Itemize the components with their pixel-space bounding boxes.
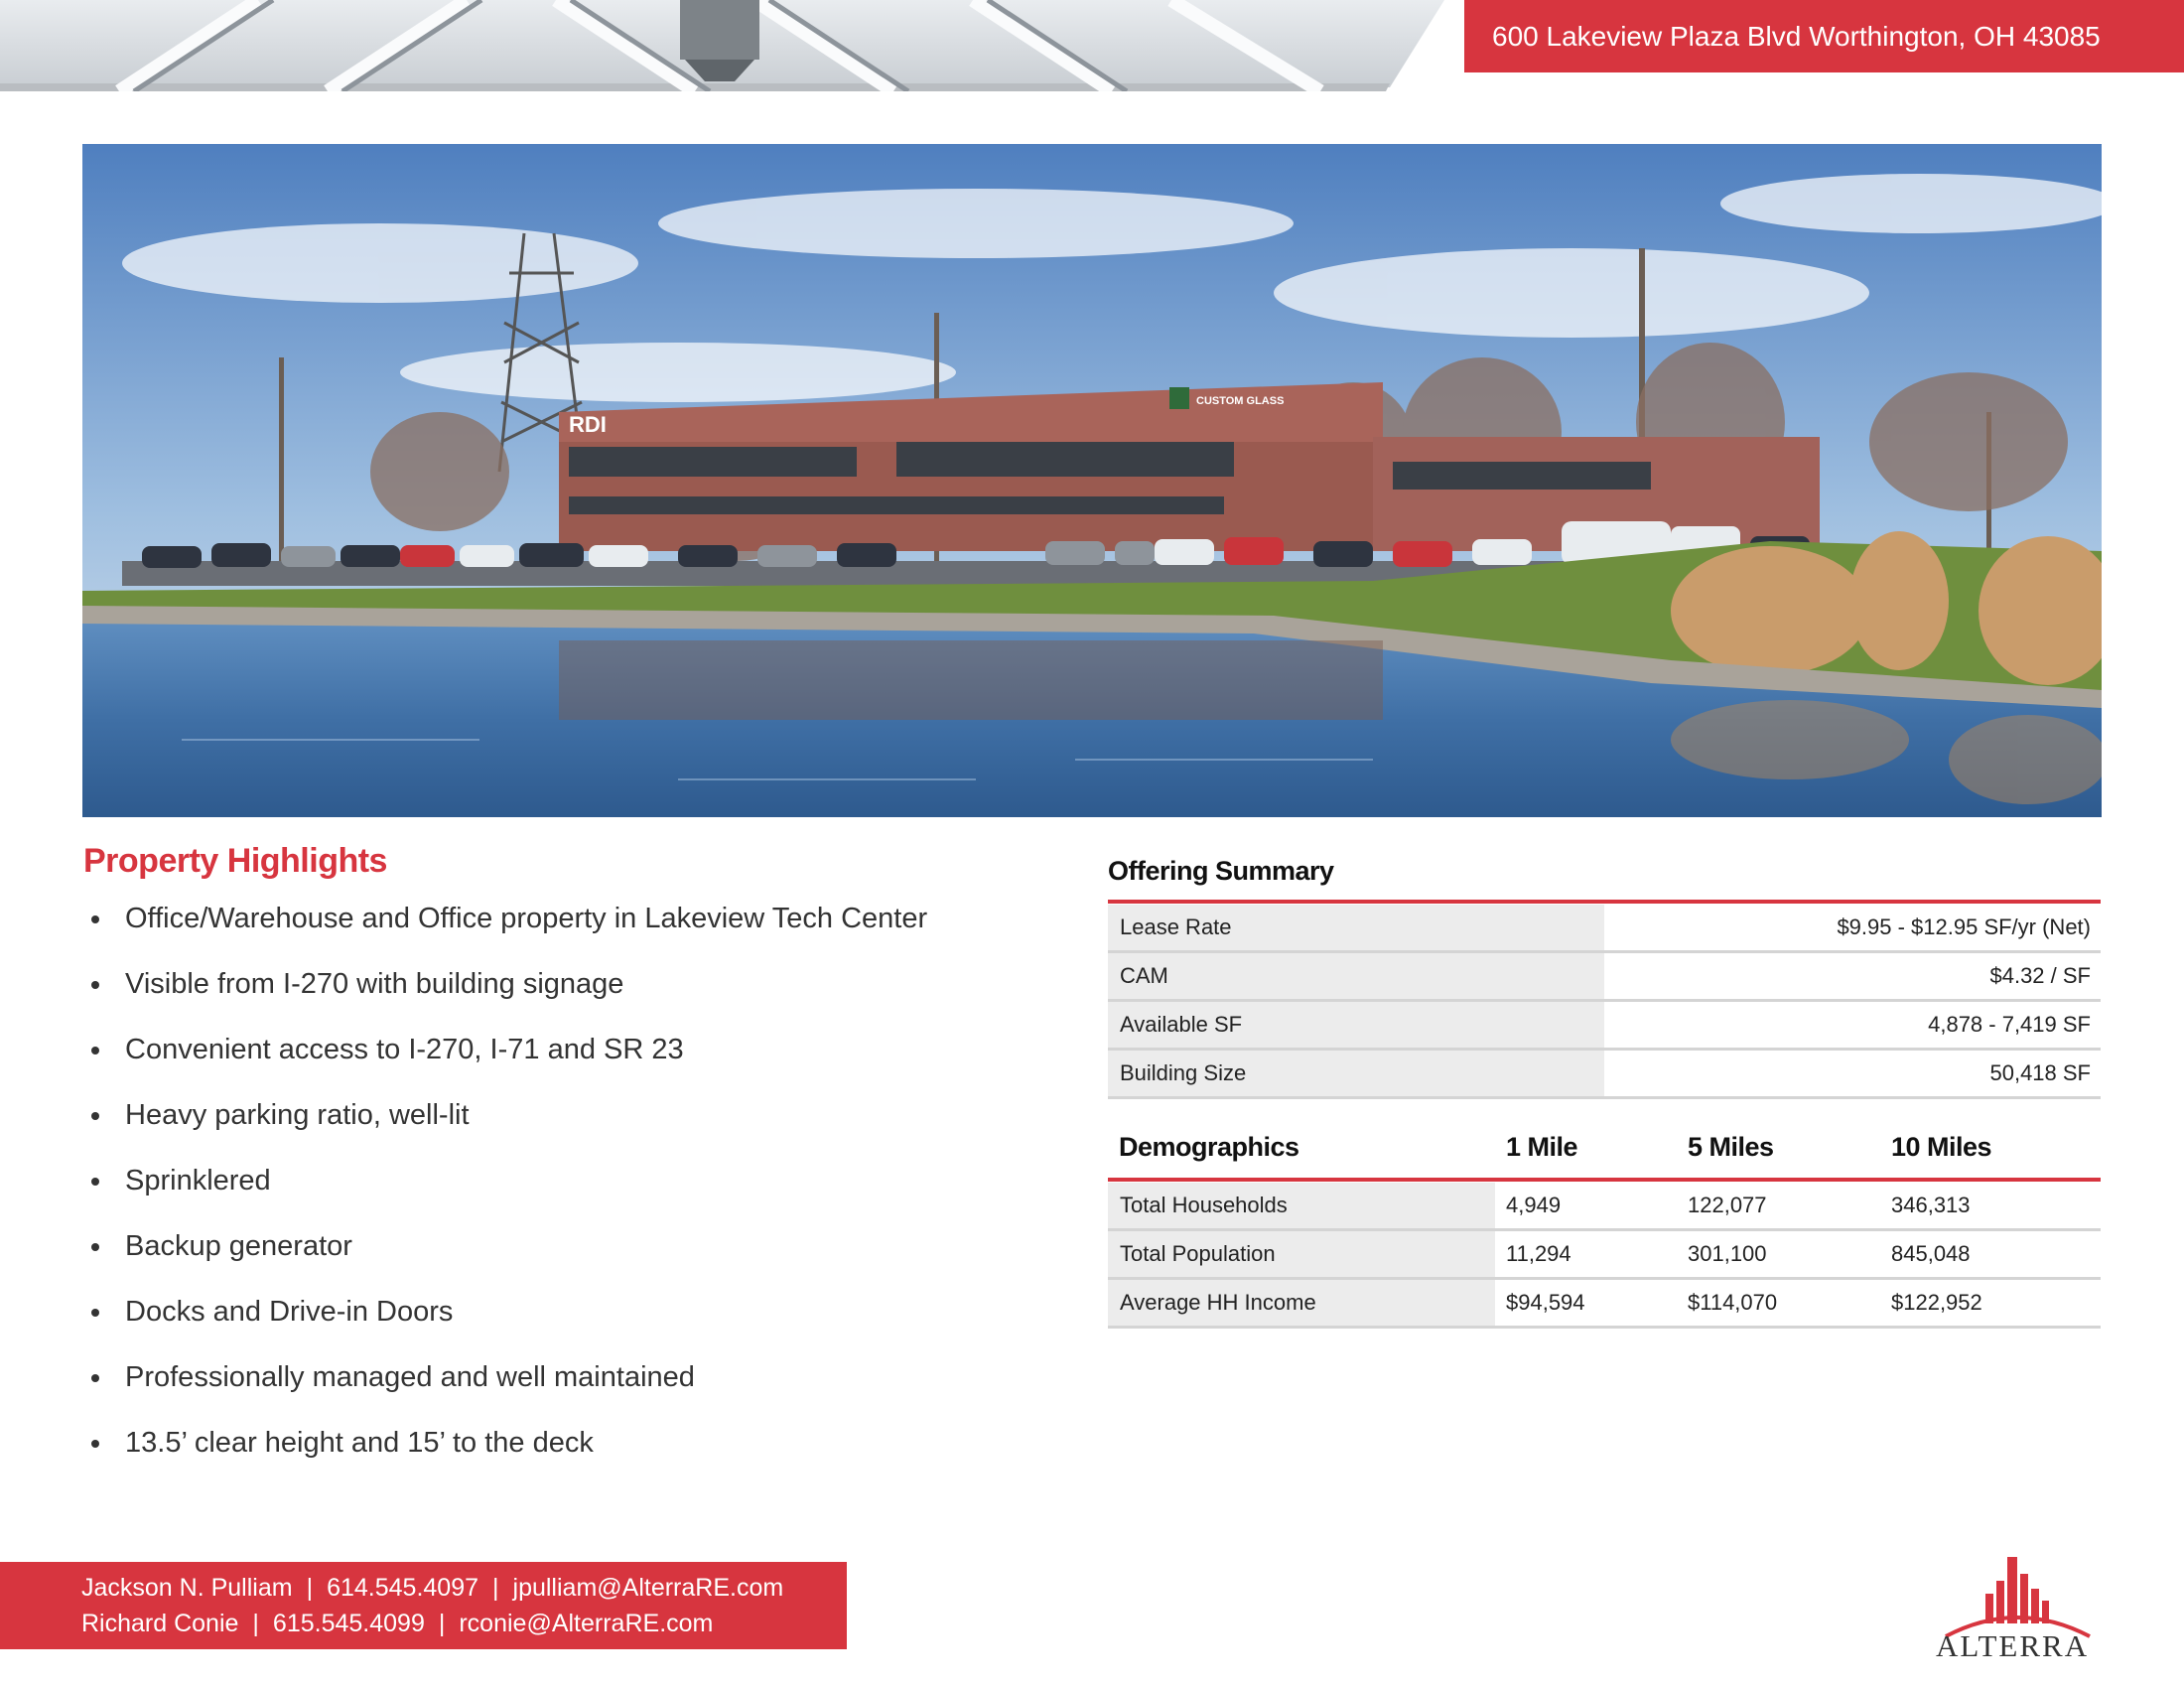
list-item: Sprinklered: [83, 1154, 1076, 1219]
column-header-10-miles: 10 Miles: [1891, 1132, 1992, 1162]
contact-email-link[interactable]: rconie@AlterraRE.com: [459, 1610, 714, 1637]
list-item: Office/Warehouse and Office property in Lakeview Tech Center: [83, 892, 1076, 957]
contact-line: Richard Conie | 615.545.4099 | rconie@AlterraRE.com: [81, 1610, 714, 1637]
table-row: Available SF 4,878 - 7,419 SF: [1108, 1002, 2101, 1051]
contact-name: Jackson N. Pulliam: [81, 1574, 293, 1602]
highlights-list: [83, 892, 1076, 1481]
bullet-icon: [91, 1112, 99, 1120]
table-row: Average HH Income $94,594 $114,070 $122,952: [1108, 1280, 2101, 1329]
contact-email-link[interactable]: jpulliam@AlterraRE.com: [512, 1574, 784, 1602]
property-photo: [82, 144, 2102, 817]
contact-name: Richard Conie: [81, 1610, 239, 1637]
list-item: Heavy parking ratio, well-lit: [83, 1088, 1076, 1154]
table-row: Total Population 11,294 301,100 845,048: [1108, 1231, 2101, 1280]
contact-phone[interactable]: 614.545.4097: [327, 1574, 479, 1602]
bullet-icon: [91, 1047, 99, 1055]
bullet-icon: [91, 1178, 99, 1186]
list-item: Backup generator: [83, 1219, 1076, 1285]
list-item: Convenient access to I-270, I-71 and SR 23: [83, 1023, 1076, 1088]
skylight-banner-image: [0, 0, 1449, 91]
bullet-icon: [91, 981, 99, 989]
property-address: 600 Lakeview Plaza Blvd Worthington, OH 43085: [1464, 0, 2184, 72]
contact-phone[interactable]: 615.545.4099: [272, 1610, 425, 1637]
list-item: Professionally managed and well maintained: [83, 1350, 1076, 1416]
bullet-icon: [91, 915, 99, 923]
table-row: CAM $4.32 / SF: [1108, 953, 2101, 1002]
bullet-icon: [91, 1374, 99, 1382]
demographics-divider: [1108, 1178, 2101, 1182]
alterra-logo-text: ALTERRA: [1936, 1628, 2090, 1663]
demographics-title: Demographics: [1119, 1132, 1299, 1162]
table-row: Lease Rate $9.95 - $12.95 SF/yr (Net): [1108, 905, 2101, 953]
list-item: 13.5’ clear height and 15’ to the deck: [83, 1416, 1076, 1481]
list-item: Docks and Drive-in Doors: [83, 1285, 1076, 1350]
bullet-icon: [91, 1440, 99, 1448]
highlights-title: Property Highlights: [83, 842, 387, 880]
offering-divider: [1108, 900, 2101, 904]
table-row: Total Households 4,949 122,077 346,313: [1108, 1183, 2101, 1231]
building-sign-custom-glass: CUSTOM GLASS: [1196, 395, 1285, 407]
contact-line: Jackson N. Pulliam | 614.545.4097 | jpulliam@AlterraRE.com: [81, 1574, 784, 1602]
building-sign-rdi: RDI: [569, 412, 607, 437]
table-row: Building Size 50,418 SF: [1108, 1051, 2101, 1099]
list-item: Visible from I-270 with building signage: [83, 957, 1076, 1023]
bullet-icon: [91, 1243, 99, 1251]
offering-summary-title: Offering Summary: [1108, 856, 1334, 886]
column-header-1-mile: 1 Mile: [1506, 1132, 1578, 1162]
bullet-icon: [91, 1309, 99, 1317]
column-header-5-miles: 5 Miles: [1688, 1132, 1774, 1162]
contact-footer: [0, 1562, 847, 1649]
